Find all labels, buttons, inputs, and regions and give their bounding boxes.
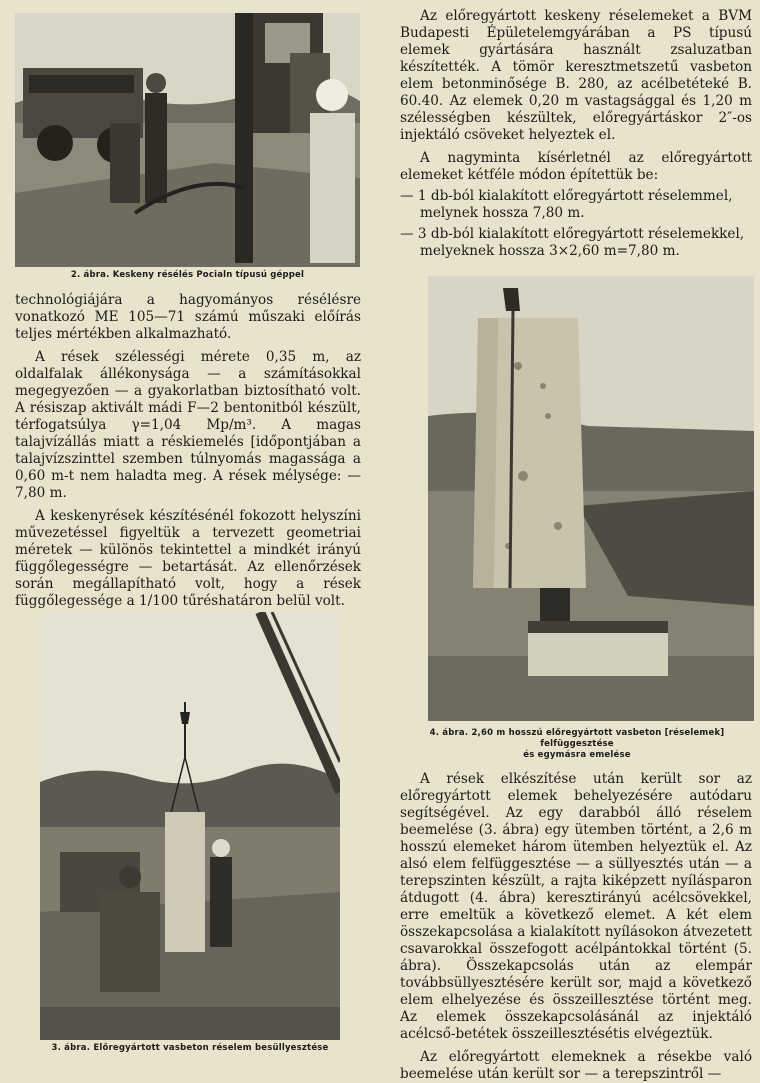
left-column — [15, 292, 361, 610]
figure-4-caption — [400, 728, 754, 761]
figure-4-caption-line-1: 4. ábra. 2,60 m hosszú előregyártott vasbeton [réselemek] felfüggesztése — [429, 728, 725, 749]
right-column-top — [400, 8, 752, 260]
list-item-1: — 1 db-ból kialakított előregyártott réselemmel, melynek hossza 7,80 m. — [400, 188, 733, 221]
left-paragraph-1: technológiájára a hagyományos résélésre vonatkozó ME 105—71 számú műszaki előírás teljes mértékben alkalmazható. — [15, 292, 361, 342]
list-item-2: — 3 db-ból kialakított előregyártott réselemekkel, melyeknek hossza 3×2,60 m=7,80 m. — [400, 226, 745, 259]
left-paragraph-2: A rések szélességi mérete 0,35 m, az oldalfalak állékonysága — a számításokkal megegyezően — a gyakorlatban biztosítható volt. A résiszap aktivált mádi F—2 bentonitból készült, térfogatsúlya γ=1,04 Mp/m³. A magas talajvízállás miatt a réskiemelés [időpontjában a talajvízszinttel szemben túlnyomás magassága a 0,60 m-t nem haladta meg. A rések mélysége: —7,80 m. — [15, 349, 361, 501]
right-column-bottom — [400, 771, 752, 1083]
figure-3-caption: 3. ábra. Előregyártott vasbeton réselem besüllyesztése — [51, 1043, 329, 1053]
figure-2-caption: 2. ábra. Keskeny résélés Pocialn típusú géppel — [70, 270, 305, 280]
right-paragraph-3: A rések elkészítése után került sor az előregyártott elemek behelyezésére autódaru segítségével. Az egy darabból álló réselem beemelése (3. ábra) egy ütemben történt, a 2,6 m hosszú elemeket három ütemben helyeztük el. Az alsó elem felfüggesztése — a süllyesztés után — a terepszinten készült, a rajta kiképzett nyílásparon átdugott (4. ábra) keresztirányú acélcsövekkel, erre emeltük a következő elemet. A két elem összekapcsolása a kialakított nyílásokon átvezetett csavarokkal összefogott acélpántokkal történt (5. ábra). Összekapcsolás után az elempár továbbsüllyesztésére került sor, majd a következő elem elhelyezése és összeillesztése történt meg. Az elemek összekapcsolásánál az injektáló acélcső-betétek összeillesztésétis elvégeztük. — [400, 771, 752, 1042]
figure-4-photo — [428, 276, 754, 721]
left-paragraph-3: A keskenyrések készítésénél fokozott helyszíni művezetéssel figyeltük a tervezett geometriai méretek — különös tekintettel a mindkét irányú függőlegességre — betartását. Az ellenőrzések során megállapítható volt, hogy a rések függőlegessége a 1/100 tűréshatáron belül volt. — [15, 508, 361, 609]
right-paragraph-1: Az előregyártott keskeny réselemeket a BVM Budapesti Épületelemgyárában a PS típusú elemek gyártására használt zsaluzatban készítették. A tömör keresztmetszetű vasbeton elem betonminősége B. 280, az acélbetéteké B. 60.40. Az elemek 0,20 m vastagsággal és 1,20 m szélességben készültek, előregyártáskor 2″-os injektáló csöveket helyeztek el. — [400, 8, 752, 143]
figure-4-caption-line-2: és egymásra emelése — [523, 750, 631, 760]
figure-3-photo — [40, 612, 340, 1040]
right-paragraph-2: A nagyminta kísérletnél az előregyártott elemeket kétféle módon építettük be: — [400, 150, 752, 183]
right-paragraph-4: Az előregyártott elemeknek a résekbe való beemelése után került sor — a terepszintről — — [400, 1049, 752, 1082]
figure-2-photo — [15, 13, 360, 267]
